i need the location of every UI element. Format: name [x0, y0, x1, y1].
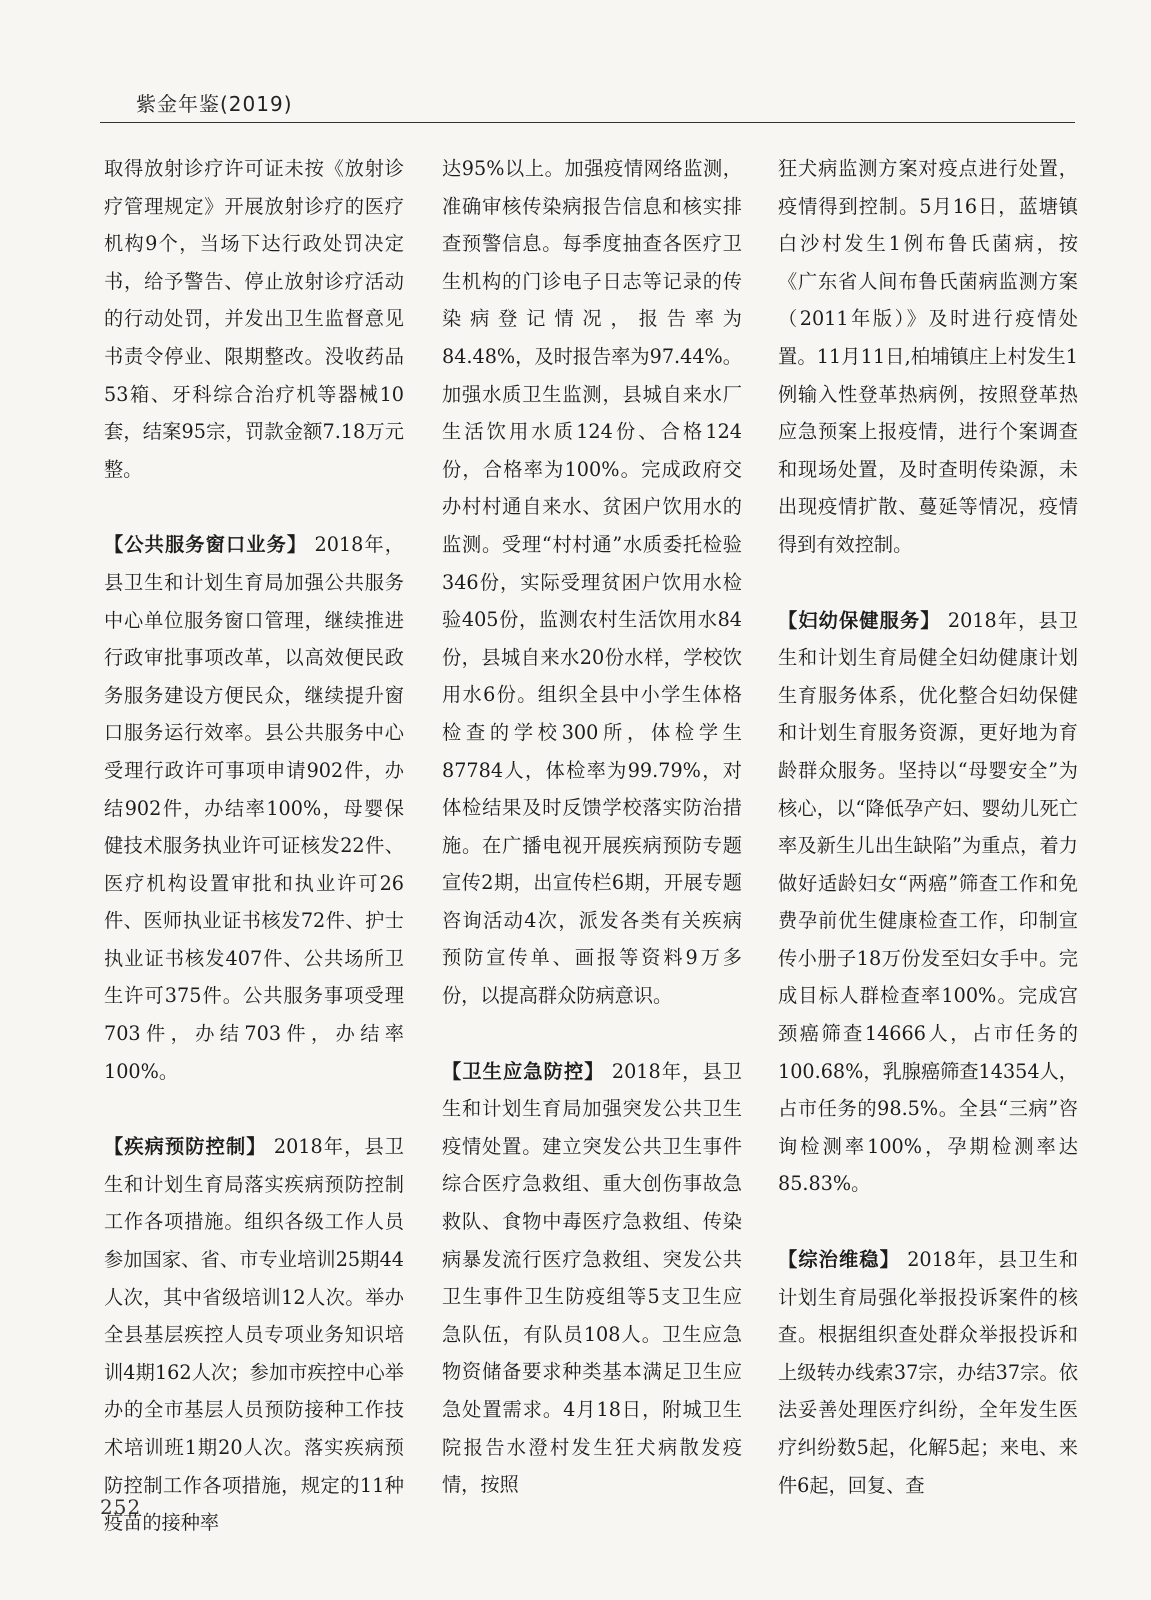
paragraph-text: 达95%以上。加强疫情网络监测，准确审核传染病报告信息和核实排查预警信息。每季度抽查各医疗卫生机构的门诊电子日志等记录的传染病登记情况，报告率为84.48%，及时报告率为97.44%。加强水质卫生监测，县城自来水厂生活饮用水质124份、合格124份，合格率为100%。完成政府交办村村通自来水、贫困户饮用水的监测。受理“村村通”水质委托检验346份，实际受理贫困户饮用水检验405份，监测农村生活饮用水84份，县城自来水20份水样，学校饮用水6份。组织全县中小学生体格检查的学校300所，体检学生87784人，体检率为99.79%，对体检结果及时反馈学校落实防治措施。在广播电视开展疾病预防专题宣传2期，出宣传栏6期，开展专题咨询活动4次，派发各类有关疾病预防宣传单、画报等资料9万多份，以提高群众防病意识。 — [442, 157, 742, 1008]
paragraph-text: 2018年，县卫生和计划生育局健全妇幼健康计划生育服务体系，优化整合妇幼保健和计划生育服务资源，更好地为育龄群众服务。坚持以“母婴安全”为核心，以“降低孕产妇、婴幼儿死亡率及新生儿出生缺陷”为重点，着力做好适龄妇女“两癌”筛查工作和免费孕前优生健康检查工作，印制宣传小册子18万份发至妇女手中。完成目标人群检查率100%。完成宫颈癌筛查14666人，占市任务的100.68%，乳腺癌筛查14354人，占市任务的98.5%。全县“三病”咨询检测率100%，孕期检测率达85.83%。 — [778, 608, 1078, 1196]
paragraph — [778, 150, 1078, 564]
section-paragraph — [442, 1053, 742, 1504]
text-column-3 — [778, 150, 1078, 1504]
text-column-2 — [442, 150, 742, 1504]
section-heading: 【疾病预防控制】 — [104, 1135, 267, 1159]
section-paragraph — [778, 1241, 1078, 1504]
paragraph-text: 2018年，县卫生和计划生育局加强突发公共卫生疫情处置。建立突发公共卫生事件综合医疗急救组、重大创伤事故急救队、食物中毒医疗急救组、传染病暴发流行医疗急救组、突发公共卫生事件卫生防疫组等5支卫生应急队伍，有队员108人。卫生应急物资储备要求种类基本满足卫生应急处置需求。4月18日，附城卫生院报告水澄村发生狂犬病散发疫情，按照 — [442, 1059, 742, 1497]
running-header: 紫金年鉴(2019) — [136, 92, 293, 116]
paragraph-text: 2018年，县卫生和计划生育局加强公共服务中心单位服务窗口管理，继续推进行政审批事项改革，以高效便民政务服务建设方便民众，继续提升窗口服务运行效率。县公共服务中心受理行政许可事项申请902件，办结902件，办结率100%，母婴保健技术服务执业许可证核发22件、医疗机构设置审批和执业许可26件、医师执业证书核发72件、护士执业证书核发407件、公共场所卫生许可375件。公共服务事项受理703件，办结703件，办结率100%。 — [104, 533, 404, 1083]
paragraph-text: 2018年，县卫生和计划生育局落实疾病预防控制工作各项措施。组织各级工作人员参加国家、省、市专业培训25期44人次，其中省级培训12人次。举办全县基层疾控人员专项业务知识培训4期162人次；参加市疾控中心举办的全市基层人员预防接种工作技术培训班1期20人次。落实疾病预防控制工作各项措施，规定的11种疫苗的接种率 — [104, 1135, 404, 1535]
page-number: 252 — [100, 1495, 142, 1519]
section-paragraph — [104, 1128, 404, 1542]
section-heading: 【综治维稳】 — [778, 1248, 900, 1272]
paragraph-text: 2018年，县卫生和计划生育局强化举报投诉案件的核查。根据组织查处群众举报投诉和上级转办线索37宗，办结37宗。依法妥善处理医疗纠纷，全年发生医疗纠纷数5起，化解5起；来电、来件6起，回复、查 — [778, 1248, 1079, 1497]
paragraph-text: 取得放射诊疗许可证未按《放射诊疗管理规定》开展放射诊疗的医疗机构9个，当场下达行政处罚决定书，给予警告、停止放射诊疗活动的行动处罚，并发出卫生监督意见书责令停业、限期整改。没收药品53箱、牙科综合治疗机等器械10套，结案95宗，罚款金额7.18万元整。 — [104, 157, 404, 481]
paragraph-text: 狂犬病监测方案对疫点进行处置，疫情得到控制。5月16日，蓝塘镇白沙村发生1例布鲁氏菌病，按《广东省人间布鲁氏菌病监测方案（2011年版）》及时进行疫情处置。11月11日,柏埔镇庄上村发生1例输入性登革热病例，按照登革热应急预案上报疫情，进行个案调查和现场处置，及时查明传染源，未出现疫情扩散、蔓延等情况，疫情得到有效控制。 — [778, 157, 1078, 556]
section-heading: 【卫生应急防控】 — [442, 1059, 605, 1083]
section-heading: 【妇幼保健服务】 — [778, 608, 941, 632]
text-column-1 — [104, 150, 404, 1542]
paragraph — [442, 150, 742, 1015]
header-rule — [100, 122, 1075, 123]
section-paragraph — [104, 526, 404, 1090]
section-paragraph — [778, 602, 1078, 1204]
section-heading: 【公共服务窗口业务】 — [104, 533, 308, 557]
paragraph — [104, 150, 404, 488]
